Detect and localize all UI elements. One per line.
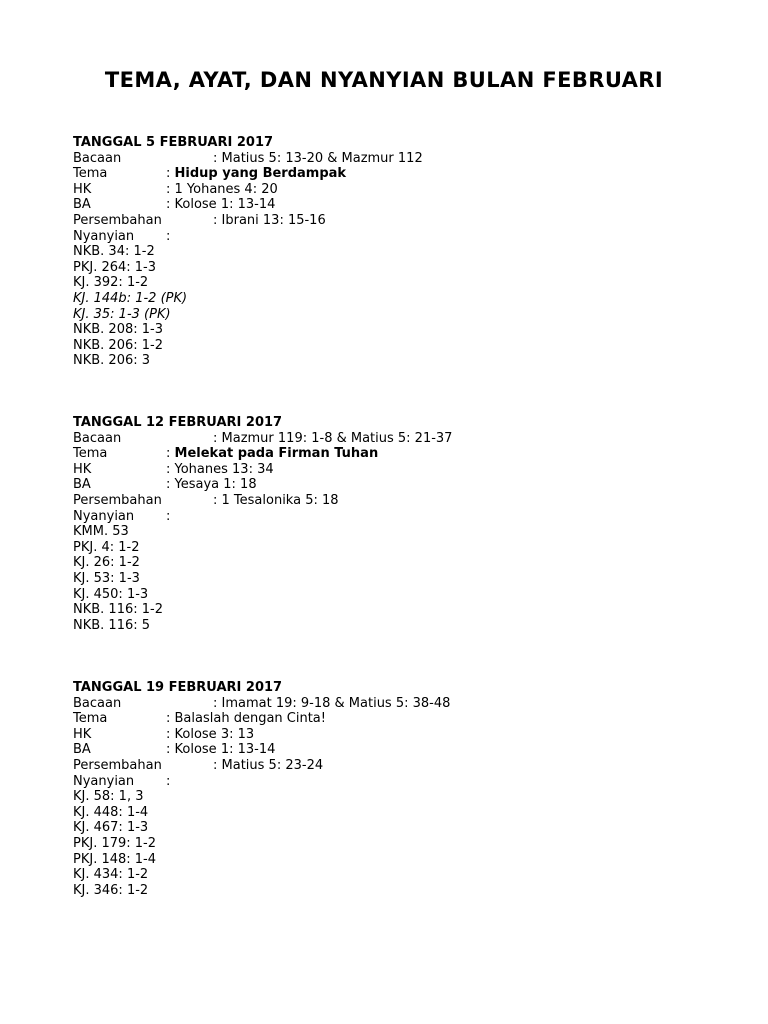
tema-separator: : xyxy=(166,166,175,182)
persembahan-value: 1 Tesalonika 5: 18 xyxy=(221,492,339,508)
bacaan-separator: : xyxy=(213,695,222,711)
section-date: TANGGAL 19 FEBRUARI 2017 xyxy=(73,680,283,695)
hk-label: HK xyxy=(73,726,92,742)
bacaan-row xyxy=(73,696,693,712)
nyanyian-label: Nyanyian xyxy=(73,508,135,524)
bacaan-value: Imamat 19: 9-18 & Matius 5: 38-48 xyxy=(221,695,451,711)
tema-value: Hidup yang Berdampak xyxy=(174,166,347,182)
song-item: KJ. 448: 1-4 xyxy=(73,804,149,820)
song-item: KJ. 450: 1-3 xyxy=(73,586,149,602)
song-item: NKB. 208: 1-3 xyxy=(73,322,163,338)
tema-separator: : xyxy=(166,446,175,462)
hk-value: Yohanes 13: 34 xyxy=(174,461,274,477)
hk-row xyxy=(73,182,693,198)
section-feb-12 xyxy=(73,415,693,633)
bacaan-separator: : xyxy=(213,430,222,446)
hk-label: HK xyxy=(73,181,92,197)
section-feb-5 xyxy=(73,135,693,369)
ba-value: Kolose 1: 13-14 xyxy=(174,197,276,213)
bacaan-value: Matius 5: 13-20 & Mazmur 112 xyxy=(221,150,423,166)
song-item: KJ. 144b: 1-2 (PK) xyxy=(73,290,188,306)
section-date: TANGGAL 5 FEBRUARI 2017 xyxy=(73,135,274,150)
persembahan-row xyxy=(73,758,693,774)
hk-value: Kolose 3: 13 xyxy=(174,726,255,742)
song-item: KJ. 346: 1-2 xyxy=(73,882,149,898)
section-date: TANGGAL 12 FEBRUARI 2017 xyxy=(73,415,283,430)
persembahan-label: Persembahan xyxy=(73,757,162,773)
hk-separator: : xyxy=(166,461,175,477)
song-item: KJ. 392: 1-2 xyxy=(73,275,149,291)
tema-label: Tema xyxy=(73,446,108,462)
nyanyian-colon: : xyxy=(166,773,171,789)
ba-separator: : xyxy=(166,742,175,758)
ba-label: BA xyxy=(73,197,91,213)
song-item: KJ. 35: 1-3 (PK) xyxy=(73,306,171,322)
tema-separator: : xyxy=(166,711,175,727)
song-item: NKB. 206: 3 xyxy=(73,353,151,369)
song-item: NKB. 116: 5 xyxy=(73,617,151,633)
ba-row xyxy=(73,197,693,213)
song-item: PKJ. 4: 1-2 xyxy=(73,539,140,555)
persembahan-row xyxy=(73,213,693,229)
ba-label: BA xyxy=(73,477,91,493)
bacaan-label: Bacaan xyxy=(73,430,122,446)
persembahan-label: Persembahan xyxy=(73,492,162,508)
section-feb-19 xyxy=(73,680,693,898)
ba-row xyxy=(73,477,693,493)
nyanyian-label: Nyanyian xyxy=(73,773,135,789)
song-item: PKJ. 148: 1-4 xyxy=(73,851,157,867)
ba-separator: : xyxy=(166,477,175,493)
song-item: NKB. 206: 1-2 xyxy=(73,337,163,353)
nyanyian-row xyxy=(73,774,693,790)
song-item: KJ. 467: 1-3 xyxy=(73,820,149,836)
ba-label: BA xyxy=(73,742,91,758)
tema-row xyxy=(73,166,693,182)
song-item: NKB. 116: 1-2 xyxy=(73,602,163,618)
tema-label: Tema xyxy=(73,711,108,727)
persembahan-value: Matius 5: 23-24 xyxy=(221,757,324,773)
bacaan-label: Bacaan xyxy=(73,695,122,711)
bacaan-value: Mazmur 119: 1-8 & Matius 5: 21-37 xyxy=(221,430,453,446)
ba-separator: : xyxy=(166,197,175,213)
tema-row xyxy=(73,446,693,462)
ba-value: Yesaya 1: 18 xyxy=(174,477,257,493)
ba-row xyxy=(73,742,693,758)
song-item: PKJ. 179: 1-2 xyxy=(73,835,157,851)
nyanyian-colon: : xyxy=(166,508,171,524)
bacaan-row xyxy=(73,151,693,167)
song-item: NKB. 34: 1-2 xyxy=(73,244,155,260)
song-item: KJ. 53: 1-3 xyxy=(73,570,140,586)
hk-label: HK xyxy=(73,461,92,477)
hk-value: 1 Yohanes 4: 20 xyxy=(174,181,278,197)
bacaan-row xyxy=(73,431,693,447)
song-item: KJ. 58: 1, 3 xyxy=(73,789,144,805)
persembahan-row xyxy=(73,493,693,509)
song-item: KJ. 434: 1-2 xyxy=(73,867,149,883)
hk-separator: : xyxy=(166,726,175,742)
bacaan-label: Bacaan xyxy=(73,150,122,166)
nyanyian-row xyxy=(73,509,693,525)
song-item: KMM. 53 xyxy=(73,524,129,540)
bacaan-separator: : xyxy=(213,150,222,166)
song-item: KJ. 26: 1-2 xyxy=(73,555,140,571)
persembahan-separator: : xyxy=(213,492,222,508)
nyanyian-label: Nyanyian xyxy=(73,228,135,244)
hk-row xyxy=(73,727,693,743)
tema-row xyxy=(73,711,693,727)
song-item: PKJ. 264: 1-3 xyxy=(73,259,157,275)
tema-label: Tema xyxy=(73,166,108,182)
hk-separator: : xyxy=(166,181,175,197)
persembahan-separator: : xyxy=(213,212,222,228)
tema-value: Balaslah dengan Cinta! xyxy=(174,711,326,727)
nyanyian-row xyxy=(73,229,693,245)
document-title: TEMA, AYAT, DAN NYANYIAN BULAN FEBRUARI xyxy=(104,68,664,92)
nyanyian-colon: : xyxy=(166,228,171,244)
ba-value: Kolose 1: 13-14 xyxy=(174,742,276,758)
tema-value: Melekat pada Firman Tuhan xyxy=(174,446,379,462)
hk-row xyxy=(73,462,693,478)
persembahan-separator: : xyxy=(213,757,222,773)
persembahan-label: Persembahan xyxy=(73,212,162,228)
persembahan-value: Ibrani 13: 15-16 xyxy=(221,212,326,228)
